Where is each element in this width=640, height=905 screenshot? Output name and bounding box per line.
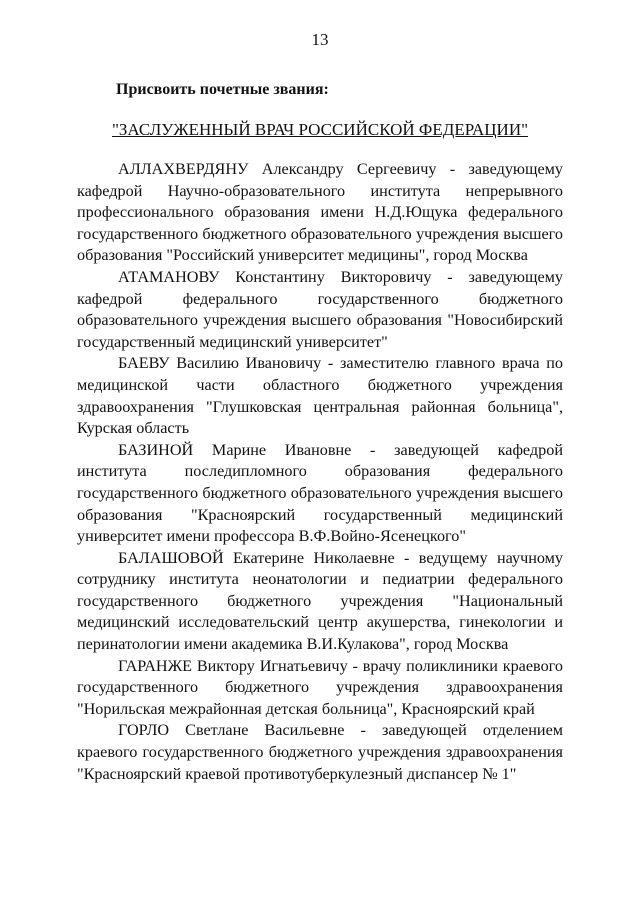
honorary-title: "ЗАСЛУЖЕННЫЙ ВРАЧ РОССИЙСКОЙ ФЕДЕРАЦИИ" <box>111 120 529 139</box>
awardee-entry: ГОРЛО Светлане Васильевне - заведующей отделением краевого государственного бюджетного учреждения здравоохранения "Красноярский краевой противотуберкулезный диспансер № 1" <box>77 721 563 783</box>
awardee-entry: БАЗИНОЙ Марине Ивановне - заведующей кафедрой института последипломного образования федерального государственного бюджетного образовательного учреждения высшего образования "Красноярский государственный медицинский университет имени профессора В.Ф.Войно-Ясенецкого" <box>77 440 563 546</box>
awardee-list <box>77 159 563 785</box>
awardee-entry: ГАРАНЖЕ Виктору Игнатьевичу - врачу поликлиники краевого государственного бюджетного учреждения здравоохранения "Норильская межрайонная детская больница", Красноярский край <box>77 656 563 718</box>
awardee-entry: БАЕВУ Василию Ивановичу - заместителю главного врача по медицинской части областного бюджетного учреждения здравоохранения "Глушковская центральная районная больница", Курская область <box>77 354 563 438</box>
awardee-entry: АЛЛАХВЕРДЯНУ Александру Сергеевичу - заведующему кафедрой Научно-образовательного института непрерывного профессионального образования имени Н.Д.Ющука федерального государственного бюджетного образовательного учреждения высшего образования "Российский университет медицины", город Москва <box>77 160 563 265</box>
awardee-entry: БАЛАШОВОЙ Екатерине Николаевне - ведущему научному сотруднику института неонатологии и педиатрии федерального государственного бюджетного учреждения "Национальный медицинский исследовательский центр акушерства, гинекологии и перинатологии имени академика В.И.Кулакова", город Москва <box>77 548 563 654</box>
awardee-entry: АТАМАНОВУ Константину Викторовичу - заведующему кафедрой федерального государственного бюджетного образовательного учреждения высшего образования "Новосибирский государственный медицинский университет" <box>77 267 563 351</box>
page-number: 13 <box>311 30 329 49</box>
section-heading: Присвоить почетные звания: <box>116 81 329 98</box>
